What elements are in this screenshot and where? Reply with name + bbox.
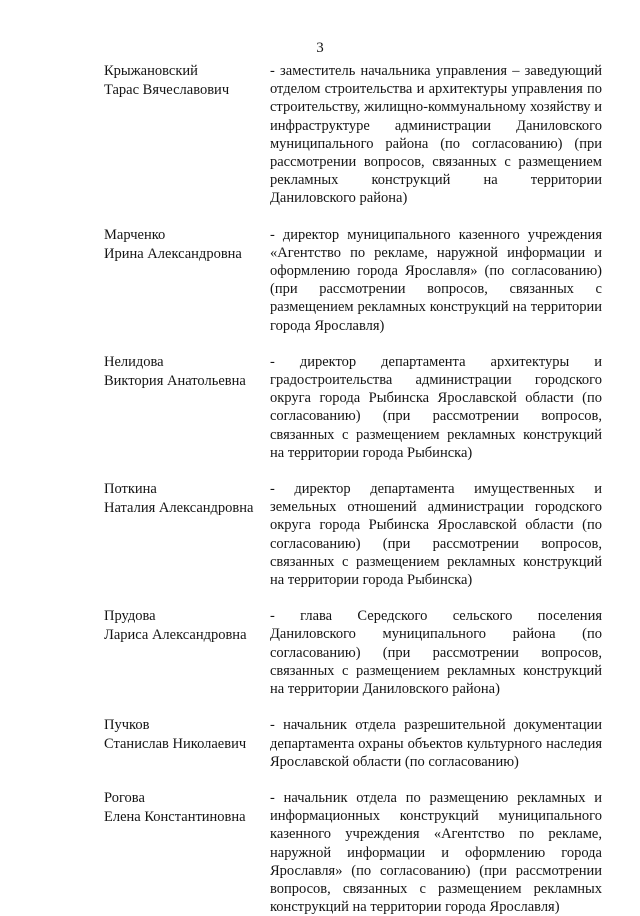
member-entry <box>0 607 640 698</box>
member-name <box>104 607 269 645</box>
page-number: 3 <box>316 40 324 56</box>
member-position: - начальник отдела по размещению рекламных и информационных конструкций муниципального казенного учреждения «Агентство по рекламе, наружной информации и оформлению города Ярославля» (по согласованию) (при рассмотрении вопросов, связанных с размещением рекламных конструкций на территории города Ярославля) <box>270 789 602 916</box>
member-name <box>104 62 269 100</box>
member-given-names: Станислав Николаевич <box>104 736 247 753</box>
member-entry <box>0 716 640 771</box>
member-given-names: Тарас Вячеславович <box>104 82 230 98</box>
member-entry <box>0 353 640 462</box>
member-entry <box>0 480 640 589</box>
member-given-names: Ирина Александровна <box>104 245 242 262</box>
member-name <box>104 353 269 391</box>
member-position: - начальник отдела разрешительной документации департамента охраны объектов культурного наследия Ярославской области (по согласованию) <box>270 717 602 770</box>
member-given-names: Елена Константиновна <box>104 808 246 825</box>
member-surname: Поткина <box>104 481 157 498</box>
member-list <box>0 62 640 916</box>
member-position: - глава Середского сельского поселения Даниловского муниципального района (по согласованию) (при рассмотрении вопросов, связанных с размещением рекламных конструкций на территории Даниловского района) <box>270 608 602 698</box>
member-entry <box>0 789 640 916</box>
member-position: - директор департамента имущественных и земельных отношений администрации городского округа города Рыбинска Ярославской области (по согласованию) (при рассмотрении вопросов, связанных с размещением рекламных конструкций на территории города Рыбинска) <box>270 481 602 589</box>
member-name <box>104 789 269 827</box>
member-given-names: Виктория Анатольевна <box>104 372 246 389</box>
member-given-names: Наталия Александровна <box>104 500 254 517</box>
member-name <box>104 226 269 264</box>
member-surname: Пучков <box>104 717 150 734</box>
member-surname: Крыжановский <box>104 63 198 79</box>
member-given-names: Лариса Александровна <box>104 627 247 644</box>
member-surname: Рогова <box>104 789 145 806</box>
member-name <box>104 716 269 754</box>
member-surname: Нелидова <box>104 353 164 370</box>
member-surname: Прудова <box>104 608 156 625</box>
member-position: - директор департамента архитектуры и градостроительства администрации городского округа города Рыбинска Ярославской области (по согласованию) (при рассмотрении вопросов, связанных с размещением рекламных конструкций на территории города Рыбинска) <box>270 353 602 461</box>
member-position: - заместитель начальника управления – заведующий отделом строительства и архитектуры управления по строительству, жилищно-коммунальному хозяйству и инфраструктуре администрации Даниловского муниципального района (по согласованию) (при рассмотрении вопросов, связанных с размещением рекламных конструкций на территории Даниловского района) <box>270 63 602 207</box>
member-entry <box>0 62 640 208</box>
member-position: - директор муниципального казенного учреждения «Агентство по рекламе, наружной информации и оформлению города Ярославля» (по согласованию) (при рассмотрении вопросов, связанных с размещением рекламных конструкций на территории города Ярославля) <box>270 226 602 334</box>
member-name <box>104 480 269 518</box>
member-entry <box>0 226 640 335</box>
member-surname: Марченко <box>104 226 166 243</box>
